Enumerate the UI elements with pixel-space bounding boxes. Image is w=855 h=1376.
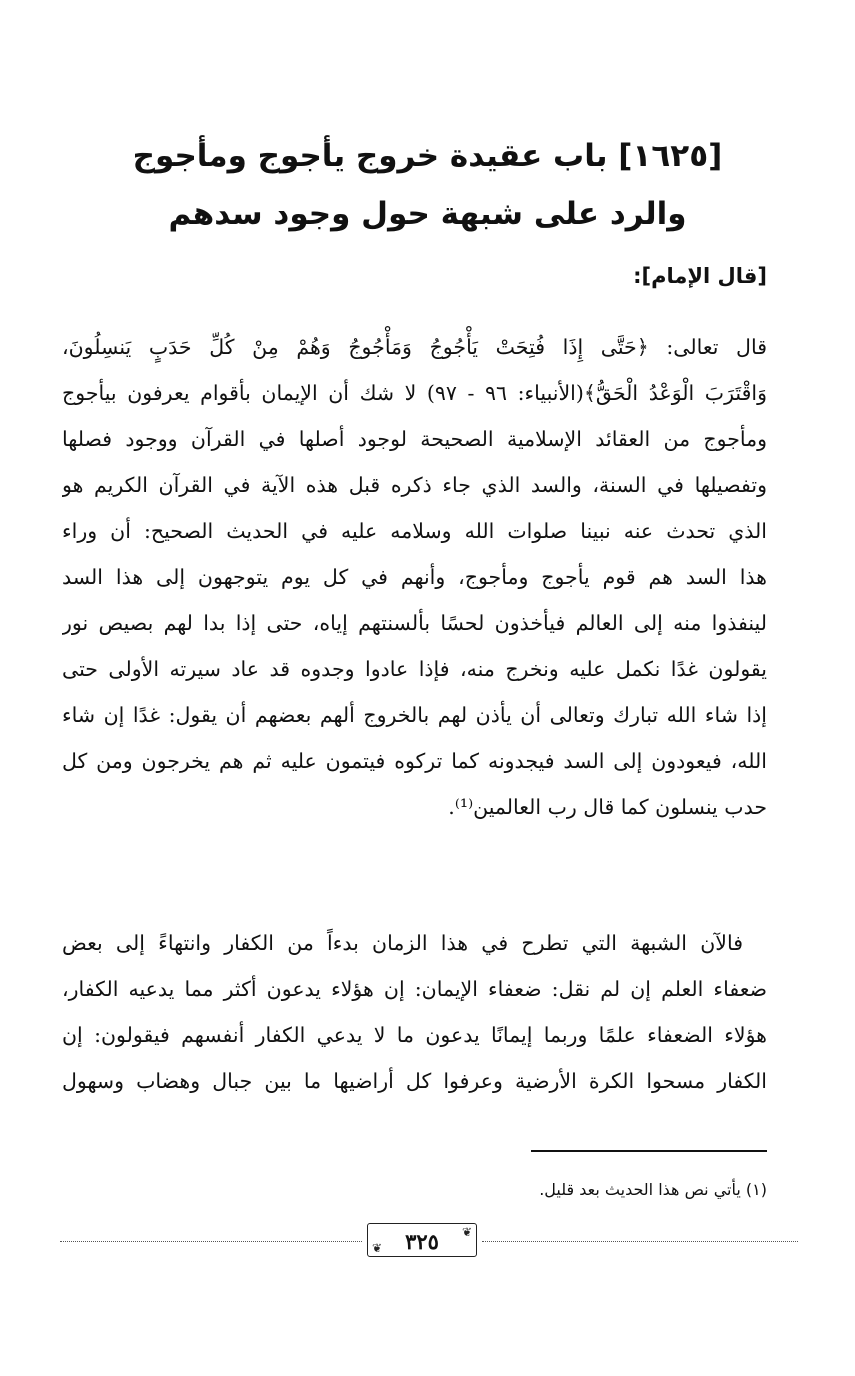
text-line: لينفذوا منه إلى العالم فيأخذون لحسًا بألسنتهم إياه، حتى إذا بدا لهم بصيص نور xyxy=(62,611,767,635)
text-line: ومأجوج من العقائد الإسلامية الصحيحة لوجود أصلها في القرآن ووجود فصلها xyxy=(62,427,767,451)
text-line: قال تعالى: ﴿حَتَّى إِذَا فُتِحَتْ يَأْجُوجُ وَمَأْجُوجُ وَهُمْ مِنْ كُلِّ حَدَبٍ يَنسِلُونَ، xyxy=(62,335,767,359)
text-line: ضعفاء العلم إن لم نقل: ضعفاء الإيمان: إن هؤلاء يدعون أكثر مما يدعيه الكفار، xyxy=(62,977,767,1001)
ornament-icon: ❦ xyxy=(372,1241,383,1255)
text-line: هؤلاء الضعفاء علمًا وربما إيمانًا يدعون ما لا يدعي الكفار أنفسهم فيقولون: إن xyxy=(62,1023,767,1047)
paragraph-2 xyxy=(62,920,767,1104)
text-line: الذي تحدث عنه نبينا صلوات الله وسلامه عليه في الحديث الصحيح: أن وراء xyxy=(62,519,767,543)
footer-dotted-rule-right xyxy=(482,1241,798,1242)
footnote: (١) يأتي نص هذا الحديث بعد قليل. xyxy=(539,1180,767,1199)
text-line: الكفار مسحوا الكرة الأرضية وعرفوا كل أراضيها ما بين جبال وهضاب وسهول xyxy=(62,1069,767,1093)
text-line: حدب ينسلون كما قال رب العالمين⁽¹⁾. xyxy=(448,795,767,819)
text-line: وَاقْتَرَبَ الْوَعْدُ الْحَقُّ﴾(الأنبياء: ٩٦ - ٩٧) لا شك أن الإيمان بأقوام يعرفون بيأجوج xyxy=(62,381,767,405)
footnote-divider xyxy=(531,1150,767,1152)
text-line: الله، فيعودون إلى السد فيجدونه كما تركوه فيتمون عليه ثم هم يخرجون ومن كل xyxy=(62,749,767,773)
text-line: هذا السد هم قوم يأجوج ومأجوج، وأنهم في كل يوم يتوجهون إلى هذا السد xyxy=(62,565,767,589)
chapter-title-line-1: [١٦٢٥] باب عقيدة خروج يأجوج ومأجوج xyxy=(132,138,723,174)
page-number: ٣٢٥ xyxy=(405,1229,439,1254)
text-line: فالآن الشبهة التي تطرح في هذا الزمان بدءاً من الكفار وانتهاءً إلى بعض xyxy=(62,931,743,955)
page-number-frame xyxy=(367,1223,477,1257)
chapter-title-line-2: والرد على شبهة حول وجود سدهم xyxy=(168,196,687,232)
text-line: إذا شاء الله تبارك وتعالى أن يأذن لهم بالخروج ألهم بعضهم أن يقول: غدًا إن شاء xyxy=(62,703,767,727)
paragraph-1 xyxy=(62,324,767,830)
footer-dotted-rule-left xyxy=(60,1241,362,1242)
text-line: يقولون غدًا نكمل عليه ونخرج منه، فإذا عادوا وجدوه قد عاد سيرته الأولى حتى xyxy=(62,657,767,681)
text-line: وتفصيلها في السنة، والسد الذي جاء ذكره قبل هذه الآية في القرآن الكريم هو xyxy=(62,473,767,497)
ornament-icon: ❦ xyxy=(461,1225,472,1239)
section-label: [قال الإمام]: xyxy=(633,264,767,288)
